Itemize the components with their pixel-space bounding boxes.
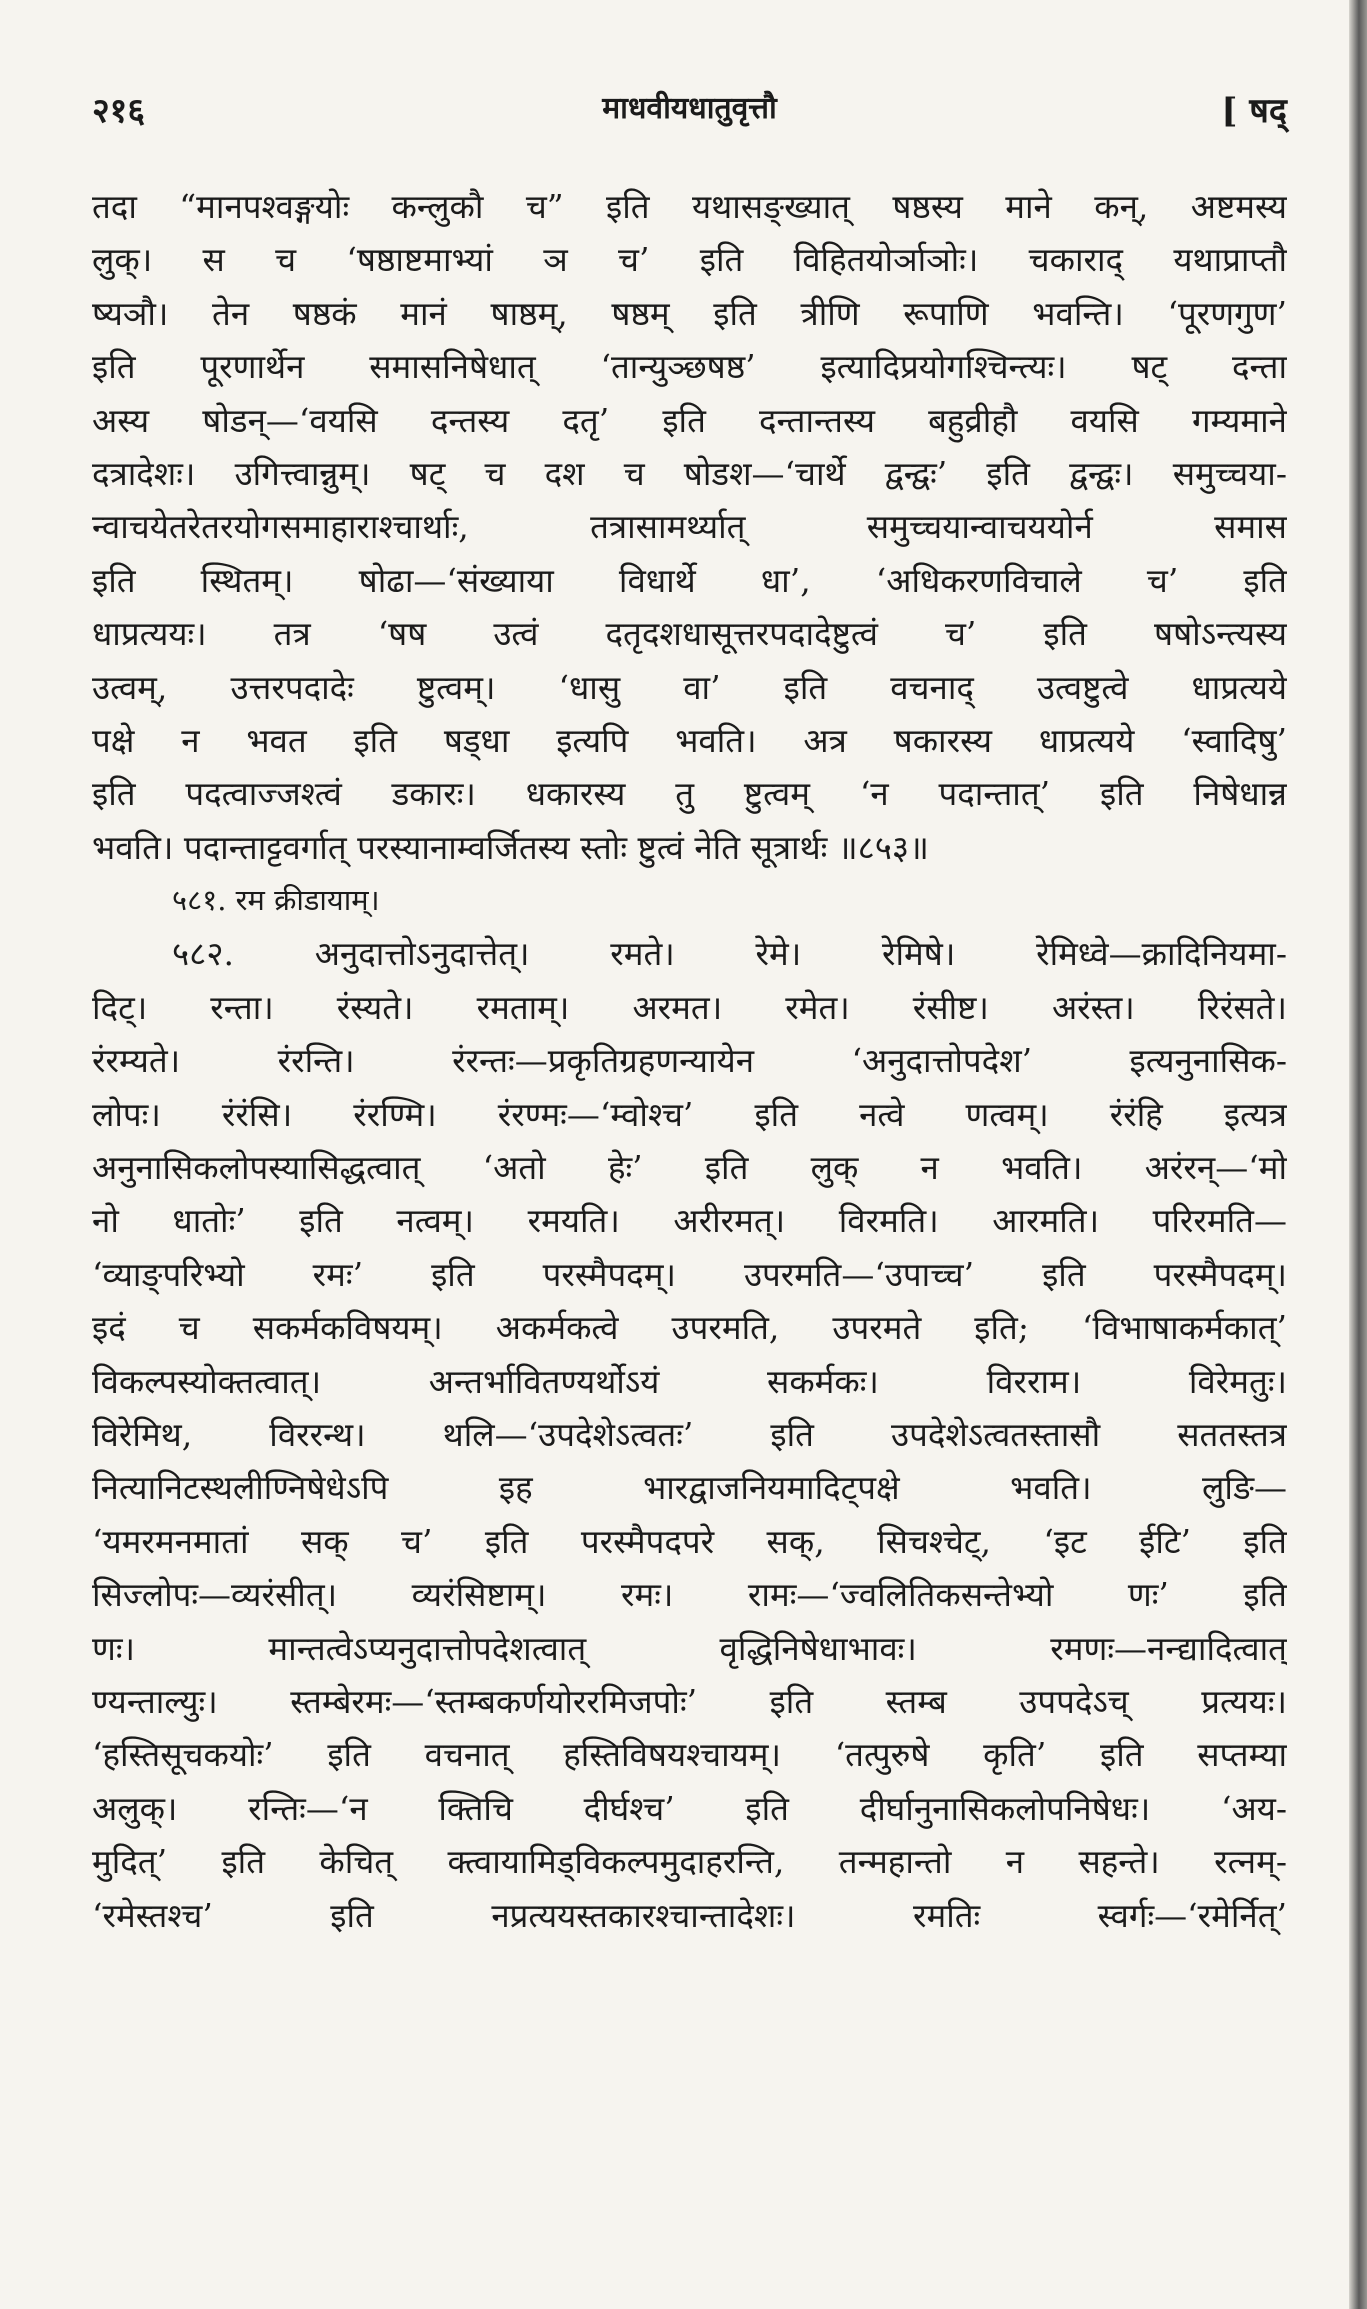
page-number: २१६ — [92, 91, 146, 131]
page-header — [92, 78, 1287, 138]
section-marker: [ षद् — [1221, 91, 1287, 131]
text-line: तदा “मानपश्वङ्गयोः कन्लुकौ च” इति यथासङ्ख्यात् षष्ठस्य माने कन्, अष्टमस्य — [92, 187, 1287, 226]
text-line: ‘व्याङ्परिभ्यो रमः’ इति परस्मैपदम्। उपरमति—‘उपाच्च’ इति परस्मैपदम्। — [92, 1254, 1287, 1294]
text-line: रंरम्यते। रंरन्ति। रंरन्तः—प्रकृतिग्रहणन्यायेन ‘अनुदात्तोपदेश’ इत्यनुनासिक- — [92, 1041, 1287, 1081]
text-line: ‘यमरमनमातां सक् च’ इति परस्मैपदपरे सक्, सिचश्चेट्, ‘इट ईटि’ इति — [92, 1521, 1287, 1561]
text-line: इति पदत्वाज्जश्त्वं डकारः। धकारस्य तु ष्टुत्वम् ‘न पदान्तात्’ इति निषेधान्न — [92, 774, 1287, 814]
text-line: न्वाचयेतरेतरयोगसमाहाराश्चार्थाः, तत्रासामर्थ्यात् समुच्चयान्वाचययोर्न समास — [92, 507, 1287, 547]
text-line: अनुनासिकलोपस्यासिद्धत्वात् ‘अतो हेः’ इति लुक् न भवति। अरंरन्—‘मो — [92, 1148, 1287, 1188]
text-line: इति पूरणार्थेन समासनिषेधात् ‘तान्युञ्छषष्ठ’ इत्यादिप्रयोगश्चिन्त्यः। षट् दन्ता — [92, 347, 1287, 387]
text-line: धाप्रत्ययः। तत्र ‘षष उत्वं दतृदशधासूत्तरपदादेष्टुत्वं च’ इति षषोऽन्त्यस्य — [92, 614, 1287, 654]
text-line: ष्यञौ। तेन षष्ठकं मानं षाष्ठम्, षष्ठम् इति त्रीणि रूपाणि भवन्ति। ‘पूरणगुण’ — [92, 293, 1287, 333]
text-line: अस्य षोडन्—‘वयसि दन्तस्य दतृ’ इति दन्तान्तस्य बहुव्रीहौ वयसि गम्यमाने — [92, 400, 1287, 440]
text-line: ‘हस्तिसूचकयोः’ इति वचनात् हस्तिविषयश्चायम्। ‘तत्पुरुषे कृति’ इति सप्तम्या — [92, 1735, 1287, 1775]
text-line: भवति। पदान्ताट्टवर्गात् परस्यानाम्वर्जितस्य स्तोः ष्टुत्वं नेति सूत्रार्थः ॥८५३॥ — [92, 827, 929, 867]
sutra-heading: ५८१. रम क्रीडायाम्। — [172, 883, 380, 918]
text-line: इदं च सकर्मकविषयम्। अकर्मकत्वे उपरमति, उपरमते इति; ‘विभाषाकर्मकात्’ — [92, 1308, 1287, 1348]
text-line: विरेमिथ, विररन्थ। थलि—‘उपदेशेऽत्वतः’ इति उपदेशेऽत्वतस्तासौ सततस्तत्र — [92, 1414, 1287, 1454]
text-line: नो धातोः’ इति नत्वम्। रमयति। अरीरमत्। विरमति। आरमति। परिरमति— — [92, 1201, 1287, 1241]
text-line: लोपः। रंरंसि। रंरण्मि। रंरण्मः—‘म्वोश्च’ इति नत्वे णत्वम्। रंरंहि इत्यत्र — [92, 1094, 1287, 1134]
text-line: अलुक्। रन्तिः—‘न क्तिचि दीर्घश्च’ इति दीर्घानुनासिकलोपनिषेधः। ‘अय- — [92, 1788, 1287, 1828]
text-line: ‘रमेस्तश्च’ इति नप्रत्ययस्तकारश्चान्तादेशः। रमतिः स्वर्गः—‘रमेर्नित्’ — [92, 1895, 1287, 1935]
text-line: दिट्। रन्ता। रंस्यते। रमताम्। अरमत। रमेत। रंसीष्ट। अरंस्त। रिरंसते। — [92, 987, 1287, 1027]
text-line: लुक्। स च ‘षष्ठाष्टमाभ्यां ञ च’ इति विहितयोर्ञाञोः। चकाराद् यथाप्राप्तौ — [92, 240, 1287, 280]
text-line: मुदित्’ इति केचित् क्त्वायामिड्विकल्पमुदाहरन्ति, तन्महान्तो न सहन्ते। रत्नम्- — [92, 1842, 1287, 1882]
text-line: सिज्लोपः—व्यरंसीत्। व्यरंसिष्टाम्। रमः। रामः—‘ज्वलितिकसन्तेभ्यो णः’ इति — [92, 1575, 1287, 1615]
text-line: नित्यानिटस्थलीण्निषेधेऽपि इह भारद्वाजनियमादिट्पक्षे भवति। लुङि— — [92, 1468, 1287, 1508]
body-text — [92, 180, 1287, 1942]
page-binding-edge — [1349, 0, 1367, 2309]
text-line: पक्षे न भवत इति षड्धा इत्यपि भवति। अत्र षकारस्य धाप्रत्यये ‘स्वादिषु’ — [92, 720, 1287, 760]
text-line: ण्यन्ताल्युः। स्तम्बेरमः—‘स्तम्बकर्णयोररमिजपोः’ इति स्तम्ब उपपदेऽच् प्रत्ययः। — [92, 1681, 1287, 1721]
text-line: उत्वम्, उत्तरपदादेः ष्टुत्वम्। ‘धासु वा’ इति वचनाद् उत्वष्टुत्वे धाप्रत्यये — [92, 667, 1287, 707]
running-title: माधवीयधातुवृत्तौ — [602, 91, 777, 126]
text-line: ५८२. अनुदात्तोऽनुदात्तेत्। रमते। रेमे। रेमिषे। रेमिध्वे—क्रादिनियमा- — [172, 934, 1287, 974]
text-line: णः। मान्तत्वेऽप्यनुदात्तोपदेशत्वात् वृद्धिनिषेधाभावः। रमणः—नन्द्यादित्वात् — [92, 1628, 1287, 1668]
text-line: इति स्थितम्। षोढा—‘संख्याया विधार्थे धा’, ‘अधिकरणविचाले च’ इति — [92, 560, 1287, 600]
text-line: दत्रादेशः। उगित्त्वान्नुम्। षट् च दश च षोडश—‘चार्थे द्वन्द्वः’ इति द्वन्द्वः। समुच्चया- — [92, 453, 1287, 493]
text-line: विकल्पस्योक्तत्वात्। अन्तर्भावितण्यर्थोऽयं सकर्मकः। विरराम। विरेमतुः। — [92, 1361, 1287, 1401]
